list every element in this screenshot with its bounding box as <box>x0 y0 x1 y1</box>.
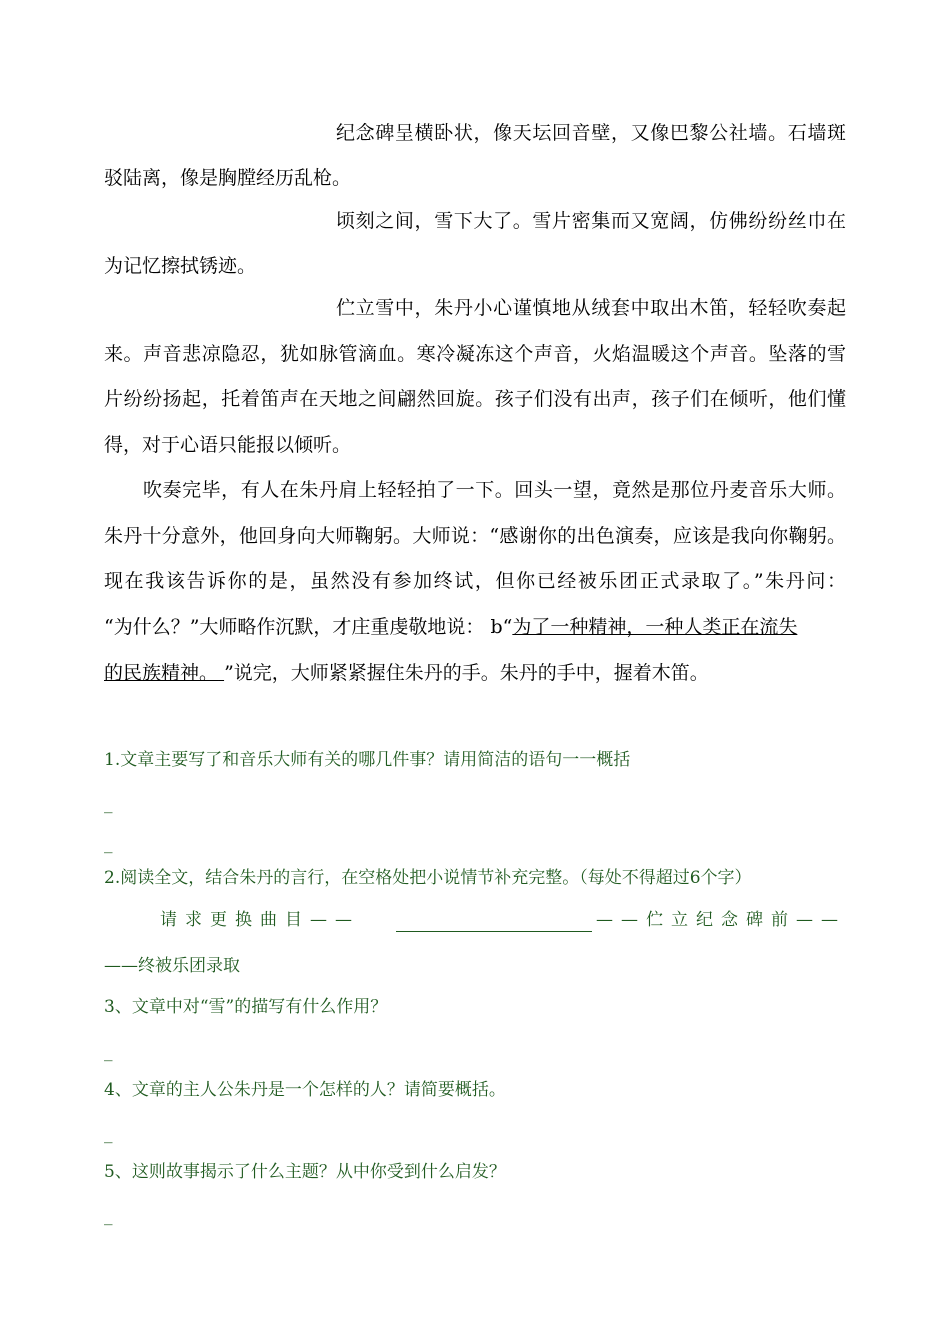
answer-blank[interactable]: _ <box>104 1124 113 1144</box>
question-3: 3、文章中对“雪”的描写有什么作用？ <box>104 997 388 1017</box>
question-2: 2.阅读全文，结合朱丹的言行，在空格处把小说情节补充完整。（每处不得超过6个字） <box>104 868 752 888</box>
answer-blank[interactable]: _ <box>104 834 113 854</box>
question-4: 4、文章的主人公朱丹是一个怎样的人？请简要概括。 <box>104 1080 506 1100</box>
plot-step-3: ——伫立纪念碑前—— <box>596 910 846 930</box>
answer-blank[interactable]: _ <box>104 794 113 814</box>
passage-line: 来。声音悲凉隐忍，犹如脉管滴血。寒冷凝冻这个声音，火焰温暖这个声音。坠落的雪 <box>104 343 846 365</box>
passage-line: 顷刻之间，雪下大了。雪片密集而又宽阔，仿佛纷纷丝巾在 <box>336 210 846 232</box>
answer-blank[interactable]: _ <box>104 1206 113 1226</box>
plot-fill-blank[interactable] <box>396 913 592 932</box>
answer-blank[interactable]: _ <box>104 1042 113 1062</box>
underlined-quote: 的民族精神。 <box>104 662 219 684</box>
passage-line: 现在我该告诉你的是，虽然没有参加终试，但你已经被乐团正式录取了。”朱丹问： <box>104 570 846 592</box>
passage-text: “为什么？”大师略作沉默，才庄重虔敬地说： b“ <box>104 616 513 638</box>
passage-line: 为记忆擦拭锈迹。 <box>104 255 257 277</box>
passage-line: 伫立雪中，朱丹小心谨慎地从绒套中取出木笛，轻轻吹奏起 <box>336 297 846 319</box>
passage-line: 片纷纷扬起，托着笛声在天地之间翩然回旋。孩子们没有出声，孩子们在倾听，他们懂 <box>104 388 846 410</box>
passage-text: ”说完，大师紧紧握住朱丹的手。朱丹的手中，握着木笛。 <box>224 662 709 684</box>
question-5: 5、这则故事揭示了什么主题？从中你受到什么启发？ <box>104 1162 506 1182</box>
plot-step-1: 请求更换曲目—— <box>160 910 360 930</box>
passage-line: 得，对于心语只能报以倾听。 <box>104 434 352 456</box>
underlined-quote: 为了一种精神，一种人类正在流失 <box>512 616 798 638</box>
question-2-plot-line <box>160 908 846 932</box>
passage-line: 朱丹十分意外，他回身向大师鞠躬。大师说：“感谢你的出色演奏，应该是我向你鞠躬。 <box>104 525 846 547</box>
plot-step-4: ——终被乐团录取 <box>104 956 240 976</box>
question-1: 1.文章主要写了和音乐大师有关的哪几件事？请用简洁的语句一一概括 <box>104 750 631 770</box>
passage-line: 吹奏完毕，有人在朱丹肩上轻轻拍了一下。回头一望，竟然是那位丹麦音乐大师。 <box>143 479 846 501</box>
passage-line <box>104 661 709 685</box>
passage-line <box>104 615 797 639</box>
passage-line: 驳陆离，像是胸膛经历乱枪。 <box>104 167 352 189</box>
passage-line: 纪念碑呈横卧状，像天坛回音壁，又像巴黎公社墙。石墙斑 <box>336 122 846 144</box>
